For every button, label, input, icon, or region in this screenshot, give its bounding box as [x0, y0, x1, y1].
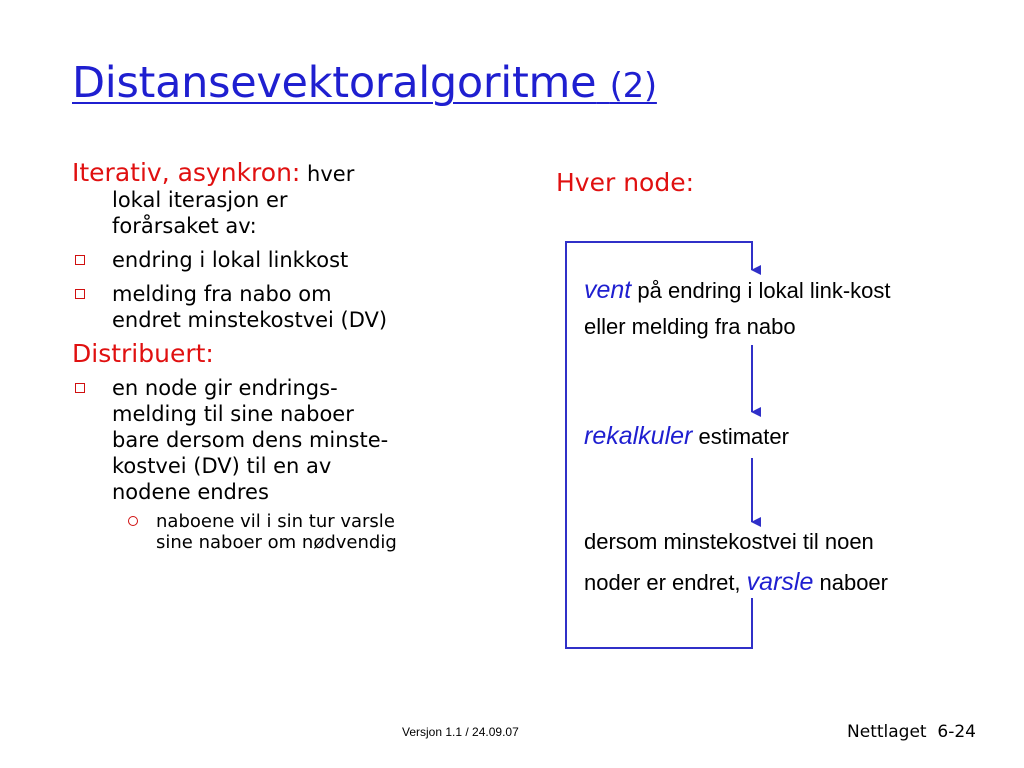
node-heading: Hver node: [556, 168, 695, 197]
list-item: en node gir endrings- melding til sine naboer bare dersom dens minste- kostvei (DV) til en av nodene endres [72, 375, 492, 505]
notify-step: dersom minstekostvei til noen noder er endret, varsle naboer [584, 529, 888, 596]
page-footer: Nettlaget 6-24 [847, 722, 976, 742]
version-footer: Versjon 1.1 / 24.09.07 [402, 725, 519, 739]
page-number: 6-24 [937, 722, 976, 742]
list-item: melding fra nabo om endret minstekostvei (DV) [72, 281, 492, 333]
intro-paragraph: Iterativ, asynkron: hver lokal iterasjon er forårsaket av: [72, 158, 355, 238]
intro-heading: Iterativ, asynkron: [72, 158, 301, 187]
list-item: endring i lokal linkkost [72, 247, 492, 273]
slide-title: Distansevektoralgoritme (2) [72, 58, 657, 108]
wait-step: vent på endring i lokal link-kost eller melding fra nabo [584, 276, 891, 339]
recalc-step: rekalkuler estimater [584, 422, 789, 450]
distributed-heading: Distribuert: [72, 339, 214, 368]
sub-list-item: naboene vil i sin tur varsle sine naboer om nødvendig [72, 511, 492, 553]
